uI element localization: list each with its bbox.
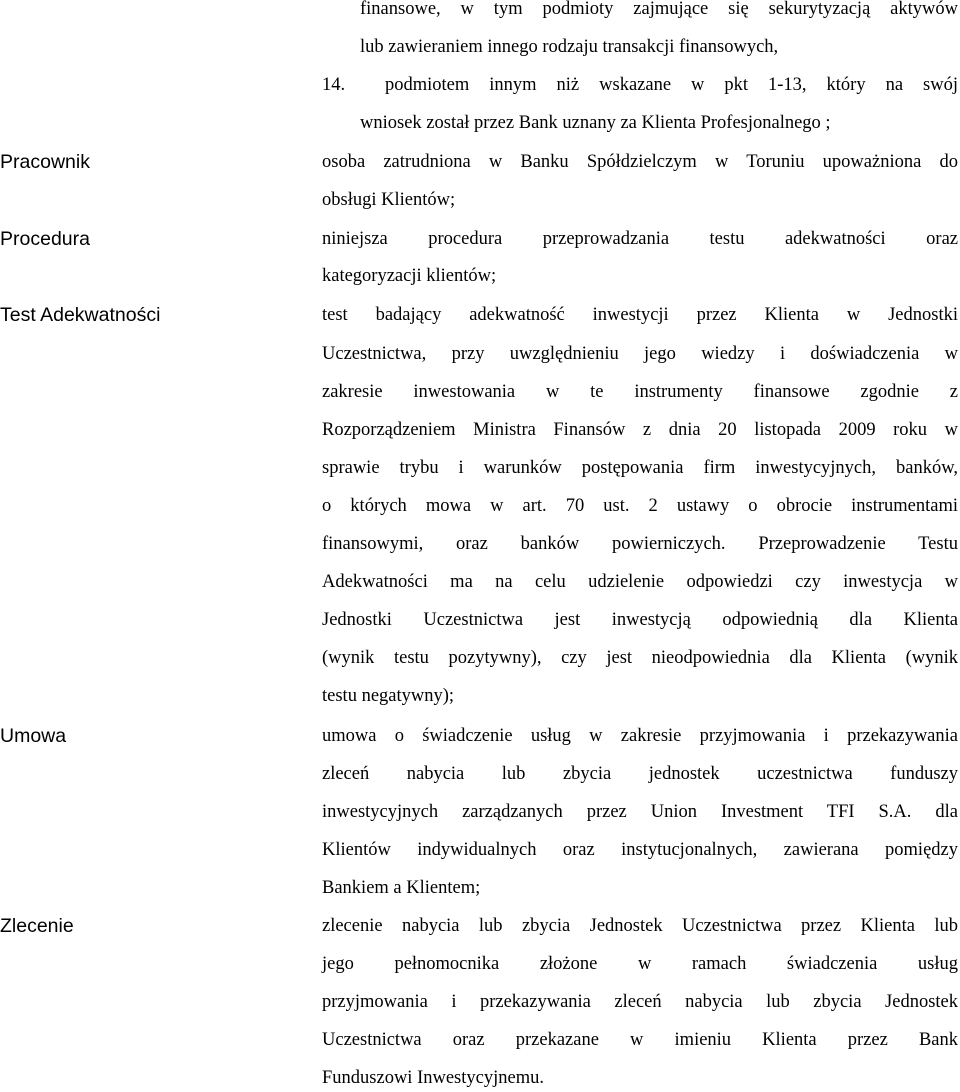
definition-line: osoba zatrudniona w Banku Spółdzielczym w Toruniu upoważniona do	[322, 152, 958, 172]
definition-line: kategoryzacji klientów;	[322, 266, 497, 286]
term-label: Pracownik	[0, 151, 90, 173]
definition-line: Adekwatności ma na celu udzielenie odpowiedzi czy inwestycja w	[322, 572, 958, 592]
definition-line: zakresie inwestowania w te instrumenty finansowe zgodnie z	[322, 382, 958, 402]
definition-line: zleceń nabycia lub zbycia jednostek uczestnictwa funduszy	[322, 764, 958, 784]
definition-line: testu negatywny);	[322, 686, 455, 706]
definition-line: Jednostki Uczestnictwa jest inwestycją odpowiednią dla Klienta	[322, 610, 958, 630]
definition-line: Bankiem a Klientem;	[322, 878, 481, 898]
intro-line: lub zawieraniem innego rodzaju transakcji finansowych,	[360, 37, 779, 57]
definition-line: inwestycyjnych zarządzanych przez Union Investment TFI S.A. dla	[322, 802, 958, 822]
intro-line: podmiotem innym niż wskazane w pkt 1-13, który na swój	[385, 75, 958, 95]
definition-line: (wynik testu pozytywny), czy jest nieodpowiednia dla Klienta (wynik	[322, 648, 958, 668]
term-label: Umowa	[0, 725, 67, 747]
intro-line: finansowe, w tym podmioty zajmujące się sekurytyzacją aktywów	[360, 0, 958, 19]
definition-line: jego pełnomocnika złożone w ramach świadczenia usług	[322, 954, 958, 974]
definition-line: zlecenie nabycia lub zbycia Jednostek Uczestnictwa przez Klienta lub	[322, 916, 958, 936]
term-label: Zlecenie	[0, 915, 74, 937]
definition-line: Uczestnictwa oraz przekazane w imieniu Klienta przez Bank	[322, 1030, 958, 1050]
definition-line: umowa o świadczenie usług w zakresie przyjmowania i przekazywania	[322, 726, 958, 746]
definition-line: sprawie trybu i warunków postępowania firm inwestycyjnych, banków,	[322, 458, 958, 478]
definition-line: Uczestnictwa, przy uwzględnieniu jego wiedzy i doświadczenia w	[322, 344, 958, 364]
definition-line: Rozporządzeniem Ministra Finansów z dnia 20 listopada 2009 roku w	[322, 420, 958, 440]
definition-line: o których mowa w art. 70 ust. 2 ustawy o obrocie instrumentami	[322, 496, 958, 516]
term-label: Procedura	[0, 228, 90, 250]
definition-line: test badający adekwatność inwestycji przez Klienta w Jednostki	[322, 305, 958, 325]
definition-line: Funduszowi Inwestycyjnemu.	[322, 1068, 544, 1088]
list-number: 14.	[322, 75, 346, 95]
definition-line: finansowymi, oraz banków powierniczych. Przeprowadzenie Testu	[322, 534, 958, 554]
definition-line: obsługi Klientów;	[322, 190, 456, 210]
term-label: Test Adekwatności	[0, 304, 161, 326]
intro-line: wniosek został przez Bank uznany za Klienta Profesjonalnego ;	[360, 113, 831, 133]
definition-line: Klientów indywidualnych oraz instytucjonalnych, zawierana pomiędzy	[322, 840, 958, 860]
definition-line: przyjmowania i przekazywania zleceń nabycia lub zbycia Jednostek	[322, 992, 958, 1012]
definition-line: niniejsza procedura przeprowadzania testu adekwatności oraz	[322, 229, 958, 249]
